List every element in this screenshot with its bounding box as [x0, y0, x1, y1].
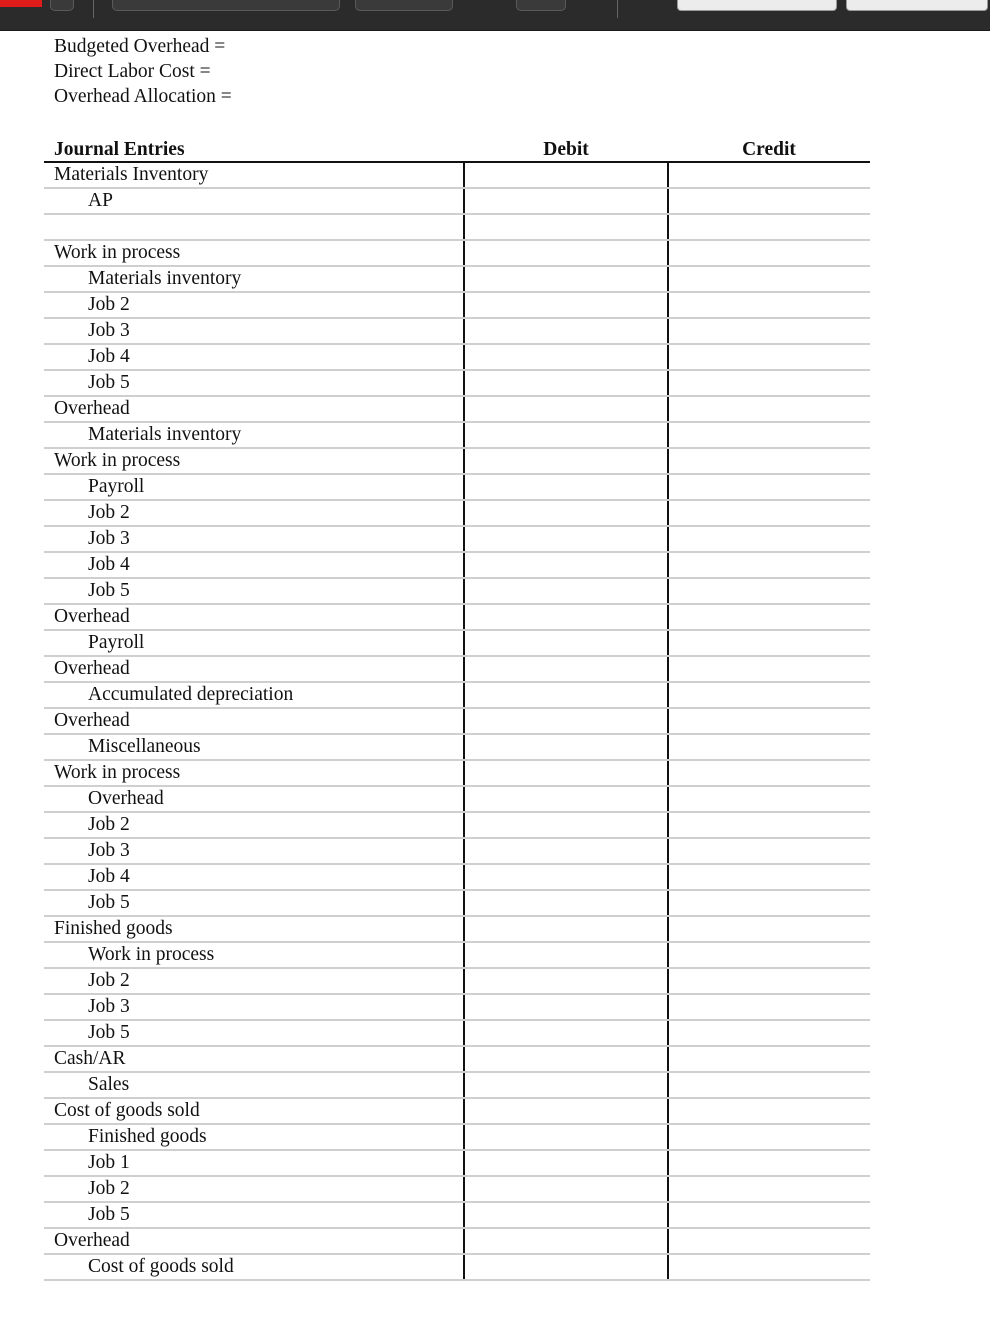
- debit-account-label: Work in process: [54, 242, 181, 263]
- journal-row: [44, 553, 870, 579]
- journal-entries-table: [44, 137, 870, 1281]
- credit-cell[interactable]: [667, 943, 872, 967]
- debit-cell[interactable]: [463, 163, 669, 187]
- credit-cell[interactable]: [667, 761, 872, 785]
- debit-cell[interactable]: [463, 969, 669, 993]
- journal-row: [44, 163, 870, 189]
- journal-row: [44, 1255, 870, 1281]
- journal-row: [44, 1021, 870, 1047]
- credit-cell[interactable]: [667, 449, 872, 473]
- debit-cell[interactable]: [463, 475, 669, 499]
- debit-account-label: Overhead: [54, 710, 130, 731]
- journal-row: [44, 397, 870, 423]
- debit-cell[interactable]: [463, 579, 669, 603]
- debit-cell[interactable]: [463, 709, 669, 733]
- credit-account-label: Payroll: [88, 632, 145, 653]
- credit-cell[interactable]: [667, 475, 872, 499]
- journal-row: [44, 761, 870, 787]
- journal-row: [44, 319, 870, 345]
- credit-account-label: Materials inventory: [88, 268, 242, 289]
- credit-cell[interactable]: [667, 267, 872, 291]
- credit-account-label: Cost of goods sold: [88, 1256, 234, 1277]
- journal-row: [44, 709, 870, 735]
- credit-account-label: Job 5: [88, 372, 130, 393]
- credit-account-label: Job 4: [88, 346, 130, 367]
- toolbar-search-field[interactable]: [677, 0, 837, 11]
- credit-account-label: Sales: [88, 1074, 130, 1095]
- journal-row: [44, 1229, 870, 1255]
- debit-cell[interactable]: [463, 631, 669, 655]
- budgeted-overhead-label: Budgeted Overhead =: [54, 36, 226, 57]
- toolbar-field[interactable]: [846, 0, 988, 11]
- debit-cell[interactable]: [463, 761, 669, 785]
- journal-row: [44, 501, 870, 527]
- credit-account-label: Job 4: [88, 554, 130, 575]
- debit-cell[interactable]: [463, 345, 669, 369]
- debit-cell[interactable]: [463, 423, 669, 447]
- credit-cell[interactable]: [667, 345, 872, 369]
- credit-cell[interactable]: [667, 397, 872, 421]
- credit-cell[interactable]: [667, 605, 872, 629]
- credit-cell[interactable]: [667, 1073, 872, 1097]
- credit-cell[interactable]: [667, 1099, 872, 1123]
- debit-cell[interactable]: [463, 397, 669, 421]
- journal-row: [44, 189, 870, 215]
- journal-row: [44, 969, 870, 995]
- journal-row: [44, 1099, 870, 1125]
- journal-row: [44, 683, 870, 709]
- debit-cell[interactable]: [463, 267, 669, 291]
- debit-account-label: Materials Inventory: [54, 164, 209, 185]
- credit-account-label: Job 1: [88, 1152, 130, 1173]
- debit-cell[interactable]: [463, 1099, 669, 1123]
- credit-cell[interactable]: [667, 553, 872, 577]
- credit-cell[interactable]: [667, 995, 872, 1019]
- journal-row: [44, 1073, 870, 1099]
- credit-account-label: Job 3: [88, 320, 130, 341]
- credit-account-label: AP: [88, 190, 113, 211]
- debit-cell[interactable]: [463, 605, 669, 629]
- journal-header-row: [44, 137, 870, 163]
- debit-cell[interactable]: [463, 943, 669, 967]
- debit-cell[interactable]: [463, 553, 669, 577]
- credit-cell[interactable]: [667, 865, 872, 889]
- journal-row: [44, 995, 870, 1021]
- credit-cell[interactable]: [667, 579, 872, 603]
- journal-row: [44, 813, 870, 839]
- toolbar-button[interactable]: [355, 0, 453, 11]
- debit-cell[interactable]: [463, 501, 669, 525]
- credit-cell[interactable]: [667, 839, 872, 863]
- debit-cell[interactable]: [463, 1255, 669, 1279]
- credit-cell[interactable]: [667, 631, 872, 655]
- journal-row: [44, 839, 870, 865]
- toolbar-separator: [617, 0, 618, 18]
- debit-account-label: Work in process: [54, 762, 181, 783]
- credit-account-label: Job 5: [88, 1022, 130, 1043]
- debit-account-label: Finished goods: [54, 918, 173, 939]
- journal-row: [44, 631, 870, 657]
- credit-cell[interactable]: [667, 1021, 872, 1045]
- debit-cell[interactable]: [463, 293, 669, 317]
- credit-account-label: Job 5: [88, 1204, 130, 1225]
- debit-cell[interactable]: [463, 891, 669, 915]
- credit-cell[interactable]: [667, 501, 872, 525]
- journal-row: [44, 579, 870, 605]
- credit-account-label: Job 3: [88, 528, 130, 549]
- debit-cell[interactable]: [463, 449, 669, 473]
- credit-account-label: Job 2: [88, 814, 130, 835]
- debit-cell[interactable]: [463, 215, 669, 239]
- journal-row: [44, 423, 870, 449]
- credit-account-label: Job 2: [88, 502, 130, 523]
- credit-cell[interactable]: [667, 241, 872, 265]
- credit-cell[interactable]: [667, 1203, 872, 1227]
- credit-cell[interactable]: [667, 813, 872, 837]
- credit-cell[interactable]: [667, 1229, 872, 1253]
- journal-row: [44, 1125, 870, 1151]
- window-toolbar: [0, 0, 990, 31]
- credit-cell[interactable]: [667, 787, 872, 811]
- overhead-summary: [54, 34, 232, 109]
- debit-cell[interactable]: [463, 241, 669, 265]
- debit-cell[interactable]: [463, 683, 669, 707]
- debit-cell[interactable]: [463, 1047, 669, 1071]
- credit-account-label: Payroll: [88, 476, 145, 497]
- debit-column-heading: Debit: [543, 139, 589, 160]
- credit-cell[interactable]: [667, 917, 872, 941]
- journal-row: [44, 449, 870, 475]
- journal-row: [44, 241, 870, 267]
- credit-cell[interactable]: [667, 969, 872, 993]
- credit-account-label: Job 2: [88, 970, 130, 991]
- debit-account-label: Cost of goods sold: [54, 1100, 200, 1121]
- debit-cell[interactable]: [463, 1021, 669, 1045]
- debit-cell[interactable]: [463, 189, 669, 213]
- close-icon[interactable]: [0, 0, 42, 7]
- direct-labor-cost-label: Direct Labor Cost =: [54, 61, 211, 82]
- debit-cell[interactable]: [463, 735, 669, 759]
- debit-account-label: Overhead: [54, 1230, 130, 1251]
- journal-row: [44, 787, 870, 813]
- credit-account-label: Job 2: [88, 1178, 130, 1199]
- journal-row: [44, 371, 870, 397]
- journal-row: [44, 345, 870, 371]
- journal-row: [44, 657, 870, 683]
- credit-cell[interactable]: [667, 371, 872, 395]
- journal-row: [44, 1151, 870, 1177]
- credit-cell[interactable]: [667, 891, 872, 915]
- journal-row: [44, 917, 870, 943]
- toolbar-button[interactable]: [516, 0, 566, 11]
- debit-cell[interactable]: [463, 917, 669, 941]
- credit-cell[interactable]: [667, 1047, 872, 1071]
- toolbar-separator: [93, 0, 94, 18]
- credit-cell[interactable]: [667, 293, 872, 317]
- debit-cell[interactable]: [463, 319, 669, 343]
- debit-cell[interactable]: [463, 1177, 669, 1201]
- credit-cell[interactable]: [667, 319, 872, 343]
- toolbar-button[interactable]: [50, 0, 74, 11]
- debit-cell[interactable]: [463, 657, 669, 681]
- credit-column-heading: Credit: [742, 139, 796, 160]
- journal-row: [44, 1203, 870, 1229]
- journal-row: [44, 1047, 870, 1073]
- journal-row: [44, 215, 870, 241]
- credit-account-label: Finished goods: [88, 1126, 207, 1147]
- credit-account-label: Overhead: [88, 788, 164, 809]
- overhead-allocation-label: Overhead Allocation =: [54, 86, 232, 107]
- journal-row: [44, 475, 870, 501]
- debit-cell[interactable]: [463, 1151, 669, 1175]
- debit-account-label: Work in process: [54, 450, 181, 471]
- credit-account-label: Accumulated depreciation: [88, 684, 294, 705]
- credit-account-label: Materials inventory: [88, 424, 242, 445]
- debit-account-label: Overhead: [54, 398, 130, 419]
- credit-account-label: Job 3: [88, 996, 130, 1017]
- credit-account-label: Job 2: [88, 294, 130, 315]
- debit-cell[interactable]: [463, 527, 669, 551]
- credit-account-label: Work in process: [88, 944, 215, 965]
- debit-account-label: Overhead: [54, 658, 130, 679]
- credit-cell[interactable]: [667, 527, 872, 551]
- debit-account-label: Cash/AR: [54, 1048, 126, 1069]
- credit-cell[interactable]: [667, 709, 872, 733]
- debit-cell[interactable]: [463, 813, 669, 837]
- journal-row: [44, 293, 870, 319]
- journal-row: [44, 267, 870, 293]
- credit-account-label: Miscellaneous: [88, 736, 201, 757]
- credit-cell[interactable]: [667, 1151, 872, 1175]
- credit-cell[interactable]: [667, 215, 872, 239]
- credit-cell[interactable]: [667, 735, 872, 759]
- credit-cell[interactable]: [667, 657, 872, 681]
- journal-row: [44, 865, 870, 891]
- debit-cell[interactable]: [463, 1229, 669, 1253]
- credit-cell[interactable]: [667, 1177, 872, 1201]
- journal-rows: [44, 163, 870, 1281]
- credit-cell[interactable]: [667, 189, 872, 213]
- credit-cell[interactable]: [667, 683, 872, 707]
- debit-cell[interactable]: [463, 1073, 669, 1097]
- debit-cell[interactable]: [463, 865, 669, 889]
- toolbar-button-group[interactable]: [112, 0, 340, 11]
- journal-row: [44, 891, 870, 917]
- journal-row: [44, 527, 870, 553]
- debit-cell[interactable]: [463, 995, 669, 1019]
- debit-cell[interactable]: [463, 1125, 669, 1149]
- credit-account-label: Job 4: [88, 866, 130, 887]
- journal-row: [44, 735, 870, 761]
- credit-cell[interactable]: [667, 423, 872, 447]
- journal-row: [44, 943, 870, 969]
- credit-account-label: Job 3: [88, 840, 130, 861]
- credit-cell[interactable]: [667, 163, 872, 187]
- credit-account-label: Job 5: [88, 580, 130, 601]
- debit-cell[interactable]: [463, 787, 669, 811]
- journal-row: [44, 1177, 870, 1203]
- credit-cell[interactable]: [667, 1255, 872, 1279]
- journal-row: [44, 605, 870, 631]
- debit-cell[interactable]: [463, 839, 669, 863]
- debit-cell[interactable]: [463, 1203, 669, 1227]
- debit-cell[interactable]: [463, 371, 669, 395]
- credit-account-label: Job 5: [88, 892, 130, 913]
- journal-entries-heading: Journal Entries: [54, 139, 185, 160]
- debit-account-label: Overhead: [54, 606, 130, 627]
- credit-cell[interactable]: [667, 1125, 872, 1149]
